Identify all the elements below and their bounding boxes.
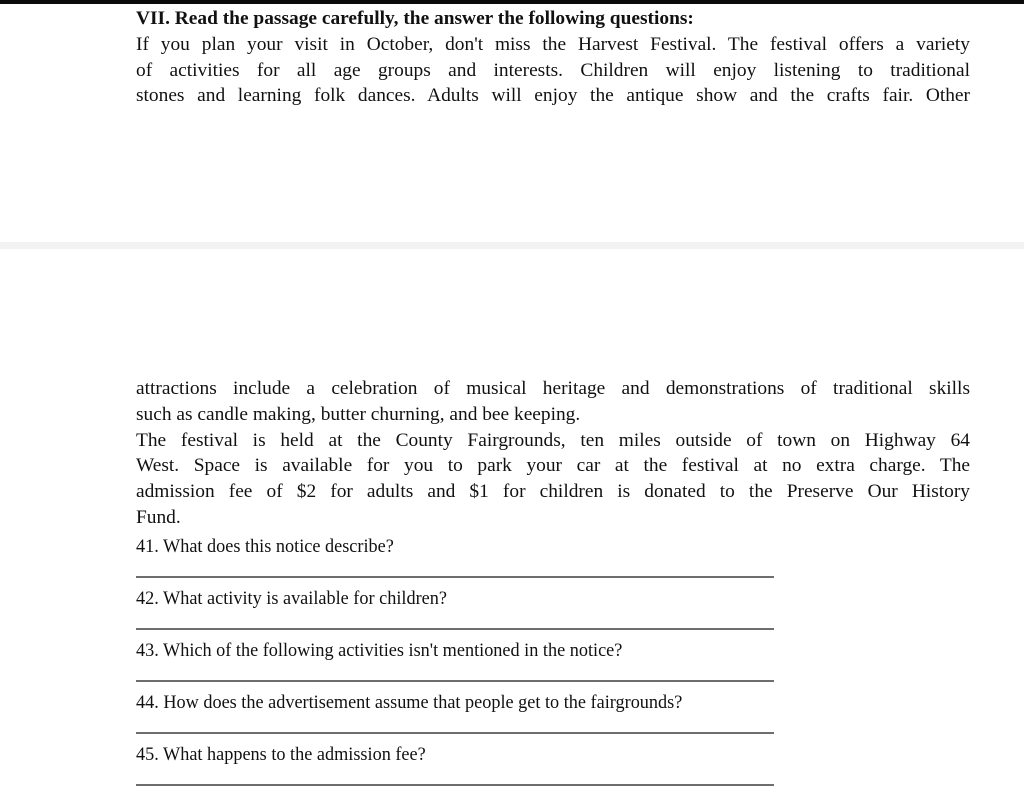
passage-line: of activities for all age groups and interests. Children will enjoy listening to traditional	[136, 59, 970, 81]
question-item	[136, 690, 970, 734]
answer-line[interactable]	[136, 576, 774, 578]
exercise-heading: VII. Read the passage carefully, the answer the following questions:	[136, 8, 694, 29]
answer-line[interactable]	[136, 732, 774, 734]
answer-line[interactable]	[136, 784, 774, 786]
passage-line: West. Space is available for you to park your car at the festival at no extra charge. The	[136, 455, 970, 477]
passage-line: stones and learning folk dances. Adults will enjoy the antique show and the crafts fair. Other	[136, 85, 970, 107]
passage-line: attractions include a celebration of musical heritage and demonstrations of traditional skills	[136, 378, 970, 399]
passage-line: admission fee of $2 for adults and $1 for children is donated to the Preserve Our History	[136, 481, 970, 503]
top-border	[0, 0, 1024, 4]
answer-line[interactable]	[136, 680, 774, 682]
answer-line[interactable]	[136, 628, 774, 630]
question-item	[136, 534, 970, 578]
question-item	[136, 742, 970, 786]
question-text: 41. What does this notice describe?	[136, 535, 394, 557]
passage-line: Fund.	[136, 506, 181, 528]
passage-line: such as candle making, butter churning, and bee keeping.	[136, 403, 581, 425]
question-text: 44. How does the advertisement assume that people get to the fairgrounds?	[136, 691, 683, 713]
page-break-separator	[0, 242, 1024, 249]
question-text: 42. What activity is available for children?	[136, 587, 447, 609]
question-item	[136, 638, 970, 682]
questions-list	[136, 534, 970, 786]
question-item	[136, 586, 970, 630]
page-top-section	[136, 6, 970, 109]
question-text: 43. Which of the following activities isn't mentioned in the notice?	[136, 639, 623, 661]
passage-line: The festival is held at the County Fairgrounds, ten miles outside of town on Highway 64	[136, 429, 970, 451]
passage-line: If you plan your visit in October, don't miss the Harvest Festival. The festival offers a variety	[136, 33, 970, 55]
question-text: 45. What happens to the admission fee?	[136, 743, 426, 765]
cropped-next-heading	[136, 787, 966, 793]
page-bottom-section	[136, 376, 970, 794]
